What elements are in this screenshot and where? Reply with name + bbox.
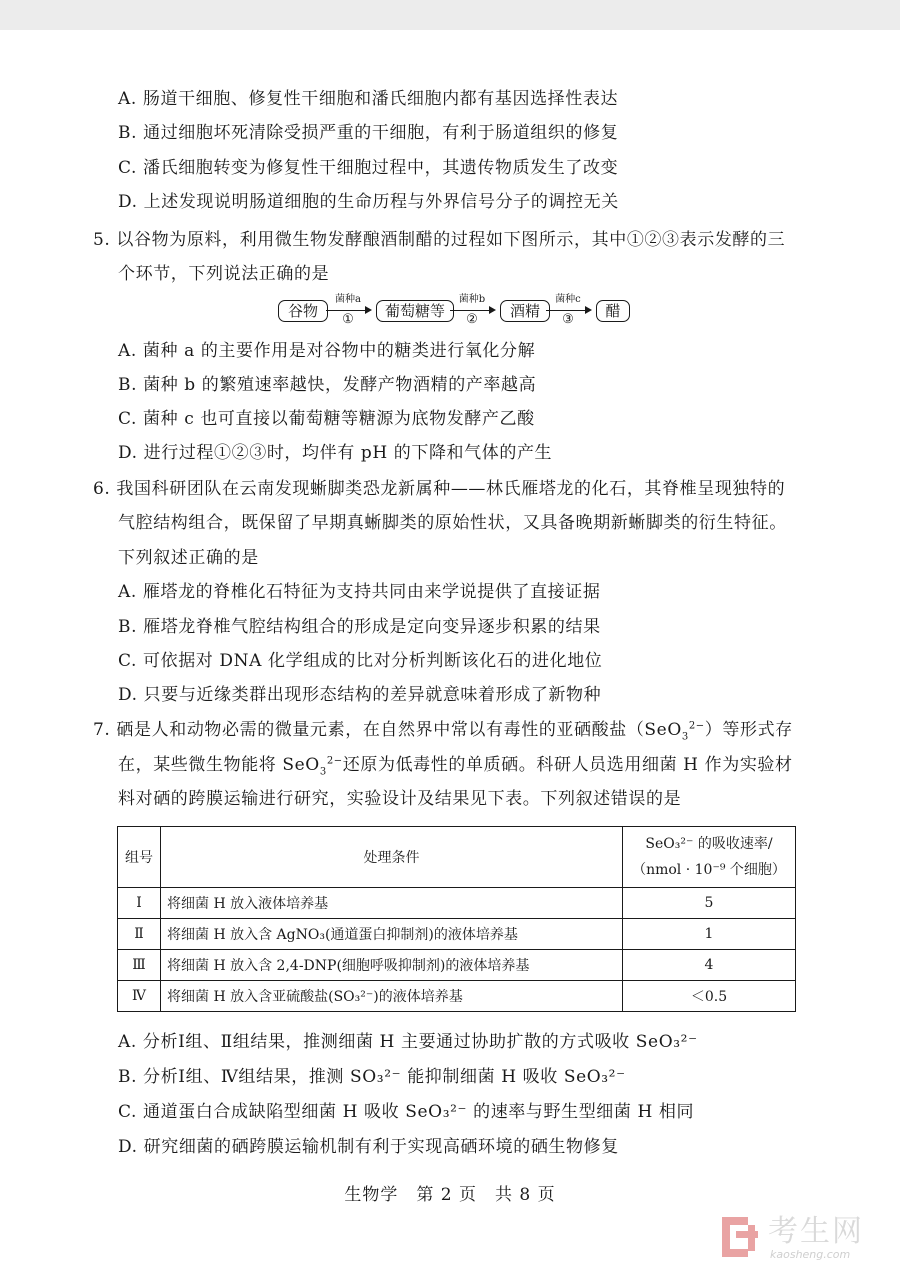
flow-arrow-2 (450, 310, 494, 311)
row-rate: 4 (623, 950, 796, 981)
q5-option-c: C. 菌种 c 也可直接以葡萄糖等糖源为底物发酵产乙酸 (118, 409, 535, 429)
q4-option-d: D. 上述发现说明肠道细胞的生命历程与外界信号分子的调控无关 (118, 192, 619, 212)
top-edge-shadow (0, 0, 900, 30)
q7-stem-a: 7. 硒是人和动物必需的微量元素，在自然界中常以有毒性的亚硒酸盐（SeO (93, 720, 682, 740)
table-row (118, 981, 796, 1012)
q7-stem-a-sup: 2− (688, 720, 705, 732)
flow-box-grain: 谷物 (278, 300, 328, 322)
table-row (118, 919, 796, 950)
q7-stem-b-end: 还原为低毒性的单质硒。科研人员选用细菌 H 作为实验材 (342, 755, 793, 775)
table-row (118, 888, 796, 919)
flow-arrow-label-a: 菌种a (335, 294, 361, 305)
q4-option-a: A. 肠道干细胞、修复性干细胞和潘氏细胞内都有基因选择性表达 (118, 89, 619, 109)
q5-option-a: A. 菌种 a 的主要作用是对谷物中的糖类进行氧化分解 (118, 341, 536, 361)
q5-option-b: B. 菌种 b 的繁殖速率越快，发酵产物酒精的产率越高 (118, 375, 537, 395)
flow-arrow-label-c: 菌种c (555, 294, 581, 305)
row-group: Ⅰ (118, 888, 161, 919)
flow-step-2: ② (466, 312, 478, 327)
fermentation-flow-diagram (278, 296, 638, 332)
q7-stem-line2 (118, 753, 793, 777)
row-rate: 5 (623, 888, 796, 919)
flow-arrow-1 (326, 310, 370, 311)
q7-option-c: C. 通道蛋白合成缺陷型细菌 H 吸收 SeO₃²⁻ 的速率与野生型细菌 H 相同 (118, 1102, 695, 1122)
row-condition: 将细菌 H 放入含 2,4-DNP(细胞呼吸抑制剂)的液体培养基 (161, 950, 623, 981)
q6-stem-line3: 下列叙述正确的是 (118, 548, 259, 568)
header-group: 组号 (118, 827, 161, 888)
q5-option-d: D. 进行过程①②③时，均伴有 pH 的下降和气体的产生 (118, 443, 553, 463)
q6-option-a: A. 雁塔龙的脊椎化石特征为支持共同由来学说提供了直接证据 (118, 582, 601, 602)
q6-option-b: B. 雁塔龙脊椎气腔结构组合的形成是定向变异逐步积累的结果 (118, 617, 601, 637)
flow-box-vinegar: 醋 (596, 300, 630, 322)
row-condition: 将细菌 H 放入液体培养基 (161, 888, 623, 919)
page-footer: 生物学 第 2 页 共 8 页 (344, 1185, 556, 1205)
row-group: Ⅲ (118, 950, 161, 981)
watermark-logo (722, 1215, 892, 1265)
q7-option-a: A. 分析Ⅰ组、Ⅱ组结果，推测细菌 H 主要通过协助扩散的方式吸收 SeO₃²⁻ (118, 1032, 698, 1052)
table-header-row (118, 827, 796, 888)
row-rate: ＜0.5 (623, 981, 796, 1012)
q6-option-d: D. 只要与近缘类群出现形态结构的差异就意味着形成了新物种 (118, 685, 602, 705)
flow-box-alcohol: 酒精 (500, 300, 550, 322)
header-condition: 处理条件 (161, 827, 623, 888)
q7-stem-a-end: ）等形式存 (704, 720, 793, 740)
q7-stem-line1 (93, 718, 793, 742)
q4-option-b: B. 通过细胞坏死清除受损严重的干细胞，有利于肠道组织的修复 (118, 123, 619, 143)
row-condition: 将细菌 H 放入含 AgNO₃(通道蛋白抑制剂)的液体培养基 (161, 919, 623, 950)
watermark-url: kaosheng.com (770, 1248, 851, 1261)
flow-box-glucose: 葡萄糖等 (376, 300, 454, 322)
q4-option-c: C. 潘氏细胞转变为修复性干细胞过程中，其遗传物质发生了改变 (118, 158, 619, 178)
header-rate-line2: （nmol · 10⁻⁹ 个细胞） (632, 862, 786, 878)
row-rate: 1 (623, 919, 796, 950)
row-group: Ⅱ (118, 919, 161, 950)
q7-option-b: B. 分析Ⅰ组、Ⅳ组结果，推测 SO₃²⁻ 能抑制细菌 H 吸收 SeO₃²⁻ (118, 1067, 626, 1087)
header-rate (623, 827, 796, 888)
watermark-name: 考生网 (768, 1214, 864, 1249)
q6-stem-line1: 6. 我国科研团队在云南发现蜥脚类恐龙新属种——林氏雁塔龙的化石，其脊椎呈现独特的 (93, 479, 786, 499)
experiment-table (117, 826, 796, 1012)
flow-arrow-3 (546, 310, 590, 311)
q7-stem-line3: 料对硒的跨膜运输进行研究，实验设计及结果见下表。下列叙述错误的是 (118, 789, 682, 809)
q7-stem-b-sup: 2− (326, 755, 343, 767)
header-rate-line1: SeO₃²⁻ 的吸收速率/ (645, 836, 773, 852)
q7-stem-b-sub: 3 (319, 766, 327, 778)
row-condition: 将细菌 H 放入含亚硫酸盐(SO₃²⁻)的液体培养基 (161, 981, 623, 1012)
watermark-mark-icon (722, 1217, 762, 1257)
flow-arrow-label-b: 菌种b (458, 294, 486, 305)
q5-stem-line1: 5. 以谷物为原料，利用微生物发酵酿酒制醋的过程如下图所示，其中①②③表示发酵的三 (93, 230, 786, 250)
q6-stem-line2: 气腔结构组合，既保留了早期真蜥脚类的原始性状，又具备晚期新蜥脚类的衍生特征。 (118, 513, 787, 533)
q7-option-d: D. 研究细菌的硒跨膜运输机制有利于实现高硒环境的硒生物修复 (118, 1137, 619, 1157)
flow-step-3: ③ (562, 312, 574, 327)
table-row (118, 950, 796, 981)
q5-stem-line2: 个环节，下列说法正确的是 (118, 264, 330, 284)
row-group: Ⅳ (118, 981, 161, 1012)
q7-stem-a-sub: 3 (681, 731, 689, 743)
q7-stem-b: 在，某些微生物能将 SeO (118, 755, 320, 775)
flow-step-1: ① (342, 312, 354, 327)
q6-option-c: C. 可依据对 DNA 化学组成的比对分析判断该化石的进化地位 (118, 651, 603, 671)
